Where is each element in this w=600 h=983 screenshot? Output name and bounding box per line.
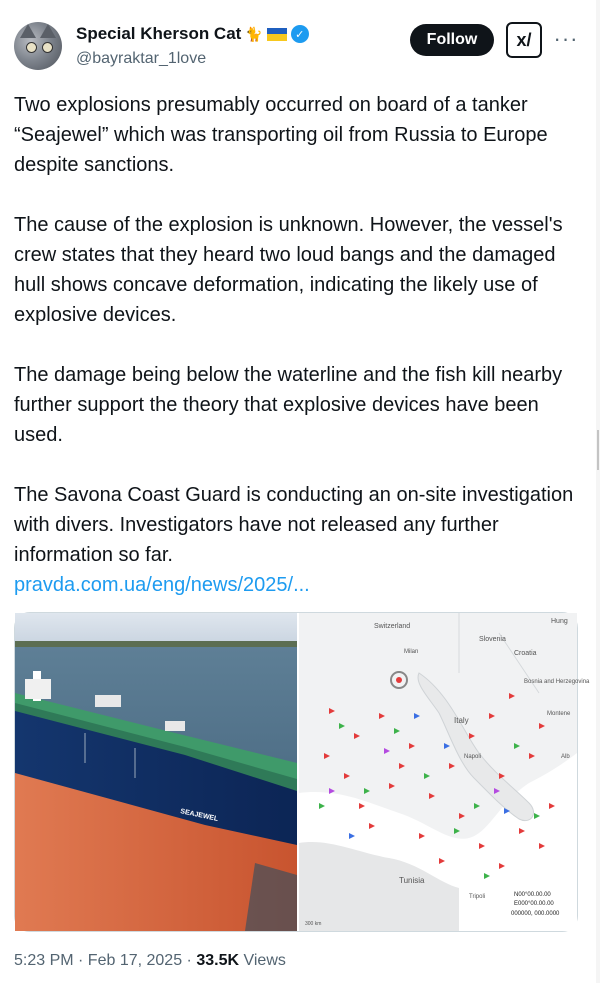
map-label-croatia: Croatia — [514, 650, 537, 657]
map-label-napoli: Napoli — [464, 754, 482, 760]
map-label-bih: Bosnia and Herzegovina — [524, 679, 590, 685]
avatar-eye — [26, 42, 37, 53]
map-coord-readout: 000000, 000.0000 — [511, 911, 560, 917]
scrollbar[interactable] — [596, 0, 600, 983]
more-options-icon[interactable]: ··· — [553, 26, 579, 51]
map-label-slovenia: Slovenia — [479, 636, 506, 643]
ship-name-label: SEAJEWEL — [179, 808, 219, 823]
tweet-header — [14, 18, 586, 78]
user-handle[interactable]: @bayraktar_1love — [76, 50, 207, 67]
scrollbar-thumb[interactable] — [597, 430, 599, 470]
follow-button[interactable]: Follow — [410, 24, 494, 56]
tweet-text — [14, 90, 586, 600]
tweet-paragraph: Two explosions presumably occurred on board of a tanker “Seajewel” which was transporting oil from Russia to Europe despite sanctions. — [14, 94, 548, 176]
tweet-paragraph: The damage being below the waterline and the fish kill nearby further support the theory that explosive devices have been used. — [14, 364, 563, 446]
tweet-meta — [14, 952, 286, 970]
map-label-switzerland: Switzerland — [374, 623, 411, 630]
tweet-media[interactable] — [14, 612, 590, 932]
timestamp[interactable]: 5:23 PM · Feb 17, 2025 · — [14, 952, 197, 969]
map-scale: 300 km — [305, 921, 322, 927]
name-row — [76, 24, 309, 44]
verified-badge-icon[interactable]: ✓ — [291, 25, 309, 43]
tanker-photo[interactable] — [15, 613, 297, 931]
map-label-milan: Milan — [404, 649, 419, 655]
tweet-paragraph: The cause of the explosion is unknown. However, the vessel's crew states that they heard two loud bangs and the damaged hull shows concave deformation, indicating the likely use of explosive devices. — [14, 214, 563, 326]
map-label-hungary: Hung — [551, 618, 568, 625]
cat-icon: 🐈 — [245, 25, 263, 42]
map-label-alb: Alb — [561, 754, 570, 760]
map-coord-lon: E000°00.00.00 — [514, 901, 554, 907]
map-image — [299, 613, 590, 931]
grok-icon[interactable]: x/ — [506, 22, 542, 58]
views-label: Views — [239, 952, 286, 969]
ukraine-flag-icon — [267, 28, 287, 41]
map-label-montenegro: Montene — [547, 711, 571, 717]
map-label-tunisia: Tunisia — [399, 876, 425, 885]
article-link[interactable]: pravda.com.ua/eng/news/2025/... — [14, 574, 310, 596]
tanker-photo-image — [15, 613, 297, 931]
tweet-paragraph: The Savona Coast Guard is conducting an on-site investigation with divers. Investigators have not released any further information so far. — [14, 484, 574, 566]
avatar-eye — [42, 42, 53, 53]
avatar[interactable] — [14, 22, 62, 70]
ship-tracking-map[interactable] — [299, 613, 590, 931]
views-count: 33.5K — [196, 952, 240, 969]
map-label-tripoli: Tripoli — [469, 894, 486, 900]
map-coord-lat: N00°00.00.00 — [514, 892, 551, 898]
avatar-ear — [40, 24, 56, 38]
display-name[interactable]: Special Kherson Cat — [76, 24, 242, 43]
avatar-ear — [20, 24, 36, 38]
map-label-italy: Italy — [454, 716, 469, 725]
